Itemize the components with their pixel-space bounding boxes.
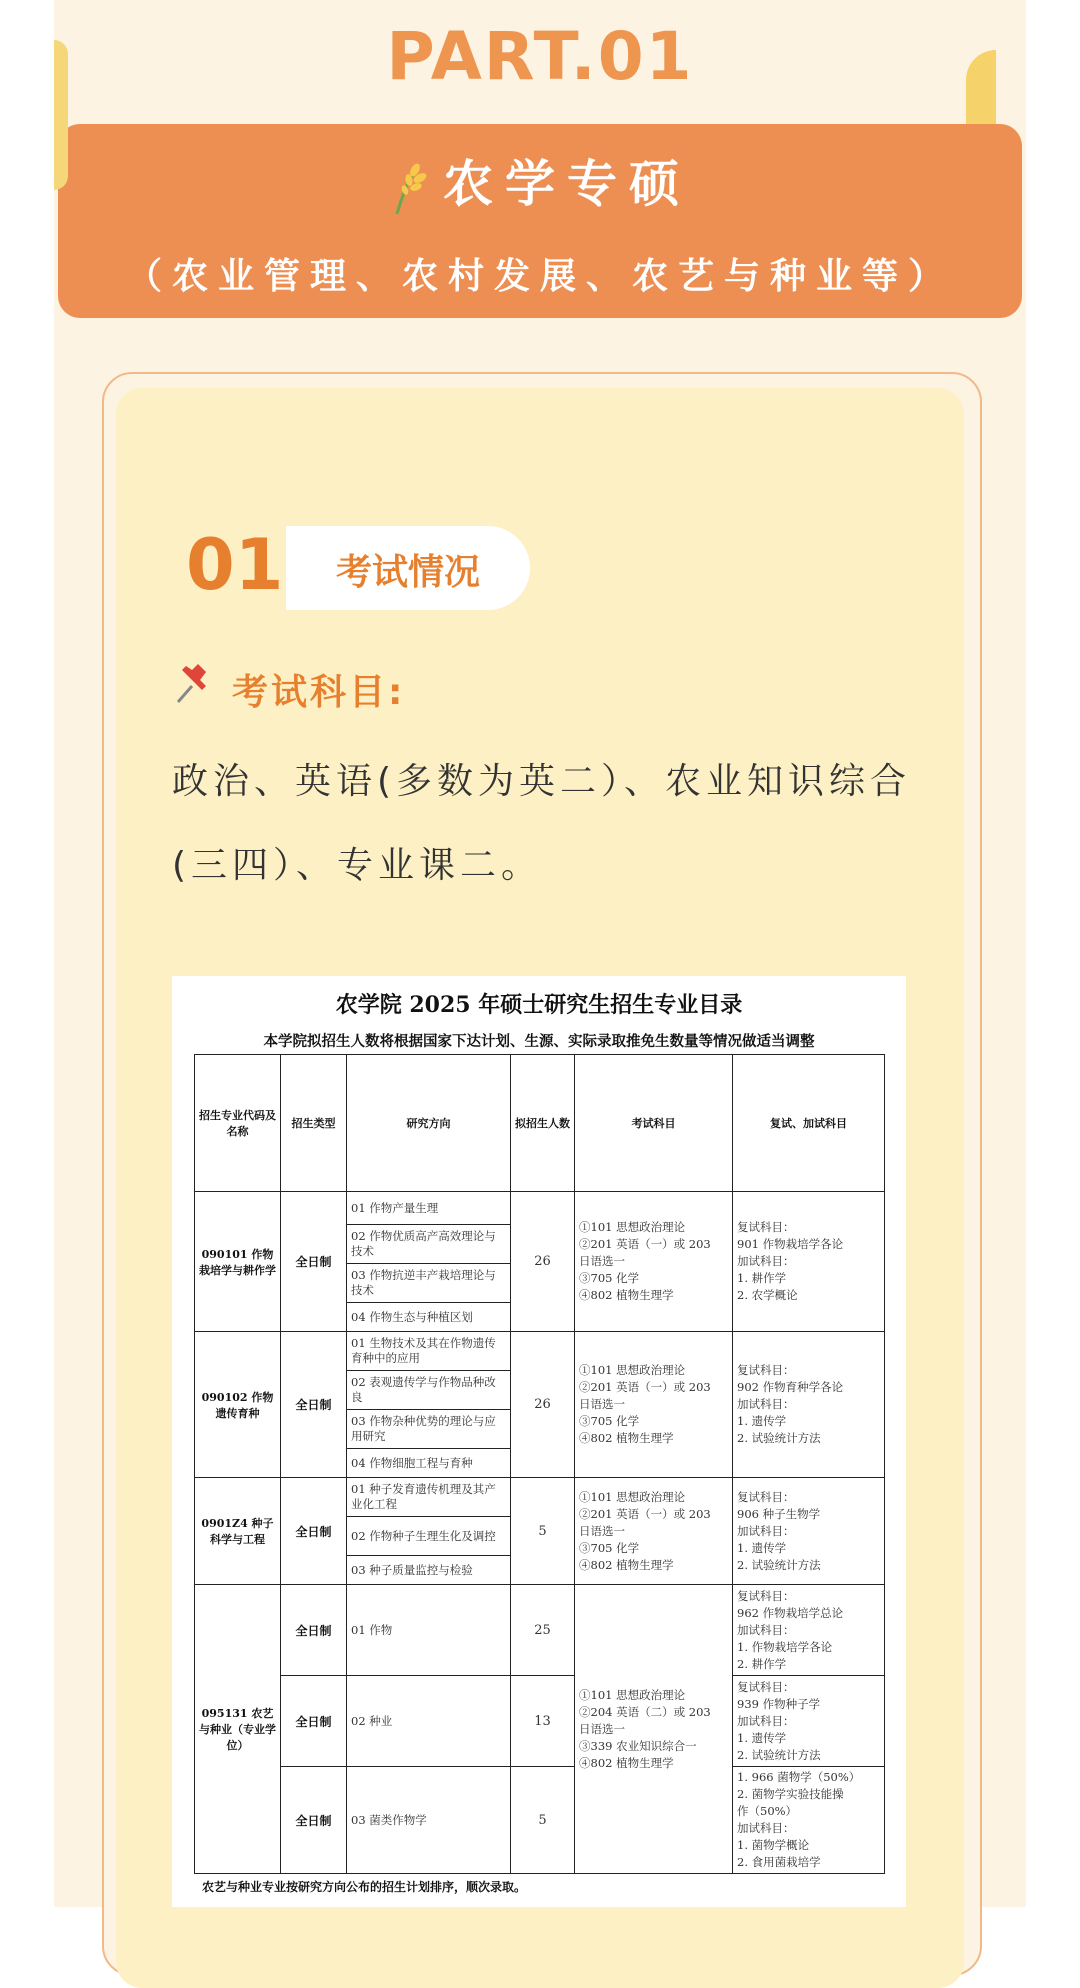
retest-line: 2. 试验统计方法: [737, 1747, 821, 1762]
type-cell: 全日制: [281, 1676, 347, 1767]
exam-line: ①101 思想政治理论: [579, 1687, 686, 1702]
exam-line: ③705 化学: [579, 1414, 640, 1428]
retest-line: 2. 试验统计方法: [737, 1431, 821, 1445]
direction-cell: 03 菌类作物学: [347, 1767, 511, 1874]
retest-line: 1. 遗传学: [737, 1730, 787, 1745]
direction-cell: 01 种子发育遗传机理及其产业化工程: [347, 1478, 511, 1517]
retest-line: 1. 耕作学: [737, 1271, 787, 1285]
direction-cell: 04 作物细胞工程与育种: [347, 1449, 511, 1478]
section-title: 考试情况: [335, 552, 480, 593]
table-row: [195, 1478, 885, 1517]
exam-line: 日语选一: [579, 1523, 625, 1538]
exam-line: ②201 英语（一）或 203: [579, 1380, 711, 1394]
retest-line: 加试科目：: [737, 1397, 795, 1411]
subject-label: 考试科目:: [232, 672, 406, 713]
retest-line: 1. 菌物学概论: [737, 1838, 810, 1852]
exam-line: ④802 植物生理学: [579, 1755, 674, 1770]
major-cell: 0901Z4 种子科学与工程: [195, 1478, 281, 1585]
section-number: 01: [186, 524, 284, 606]
retest-line: 902 作物育种学各论: [737, 1380, 844, 1394]
direction-cell: 02 作物优质高产高效理论与技术: [347, 1225, 511, 1264]
exam-line: ②201 英语（一）或 203: [579, 1237, 711, 1251]
part-title: PART.01: [386, 18, 694, 95]
major-cell: 095131 农艺与种业（专业学位）: [195, 1585, 281, 1874]
exam-cell: [575, 1192, 733, 1332]
table-row: [195, 1676, 885, 1767]
direction-cell: 03 作物杂种优势的理论与应用研究: [347, 1410, 511, 1449]
content-layer: [54, 0, 1026, 1907]
exam-line: ④802 植物生理学: [579, 1431, 674, 1445]
direction-cell: 04 作物生态与种植区划: [347, 1303, 511, 1332]
exam-line: ④802 植物生理学: [579, 1288, 674, 1302]
exam-line: 日语选一: [579, 1721, 625, 1736]
retest-line: 906 种子生物学: [737, 1506, 821, 1521]
exam-line: ③705 化学: [579, 1271, 640, 1285]
retest-line: 复试科目：: [737, 1489, 795, 1504]
exam-line: ①101 思想政治理论: [579, 1363, 686, 1377]
exam-cell: [575, 1585, 733, 1874]
column-header: 研究方向: [347, 1055, 511, 1192]
exam-line: ④802 植物生理学: [579, 1557, 674, 1572]
count-cell: 13: [511, 1676, 575, 1767]
exam-line: ①101 思想政治理论: [579, 1489, 686, 1504]
retest-line: 2. 食用菌栽培学: [737, 1855, 821, 1869]
banner-title-text: 农学专硕: [443, 155, 691, 213]
direction-cell: 02 种业: [347, 1676, 511, 1767]
column-header: 招生类型: [281, 1055, 347, 1192]
subject-text: 政治、英语(多数为英二）、农业知识综合(三四）、专业课二。: [172, 761, 912, 886]
retest-line: 复试科目：: [737, 1363, 795, 1377]
retest-line: 复试科目：: [737, 1588, 795, 1603]
exam-cell: [575, 1478, 733, 1585]
retest-line: 加试科目：: [737, 1523, 795, 1538]
retest-line: 加试科目：: [737, 1821, 795, 1835]
document-footer: 农艺与种业专业按研究方向公布的招生计划排序，顺次录取。: [202, 1880, 527, 1894]
type-cell: 全日制: [281, 1332, 347, 1478]
exam-line: 日语选一: [579, 1254, 625, 1268]
retest-line: 复试科目：: [737, 1679, 795, 1694]
retest-line: 1. 遗传学: [737, 1414, 787, 1428]
direction-cell: 02 作物种子生理生化及调控: [347, 1517, 511, 1556]
table-row: [195, 1192, 885, 1225]
retest-line: 2. 耕作学: [737, 1656, 787, 1671]
retest-line: 901 作物栽培学各论: [737, 1237, 844, 1251]
catalog-document: [172, 976, 906, 1907]
count-cell: 26: [511, 1332, 575, 1478]
retest-line: 2. 试验统计方法: [737, 1557, 821, 1572]
exam-line: ②201 英语（一）或 203: [579, 1506, 711, 1521]
exam-line: ②204 英语（二）或 203: [579, 1704, 711, 1719]
column-header: 拟招生人数: [511, 1055, 575, 1192]
type-cell: 全日制: [281, 1767, 347, 1874]
direction-cell: 02 表观遗传学与作物品种改良: [347, 1371, 511, 1410]
exam-line: 日语选一: [579, 1397, 625, 1411]
retest-line: 2. 菌物学实验技能操: [737, 1787, 844, 1801]
retest-cell: [733, 1332, 885, 1478]
catalog-table: [194, 1054, 885, 1874]
direction-cell: 01 作物产量生理: [347, 1192, 511, 1225]
count-cell: 26: [511, 1192, 575, 1332]
count-cell: 5: [511, 1767, 575, 1874]
retest-cell: [733, 1676, 885, 1767]
exam-line: ①101 思想政治理论: [579, 1220, 686, 1234]
retest-line: 1. 作物栽培学各论: [737, 1639, 833, 1654]
direction-cell: 03 作物抗逆丰产栽培理论与技术: [347, 1264, 511, 1303]
banner-subtitle: （农业管理、农村发展、农艺与种业等）: [125, 256, 954, 297]
table-row: [195, 1767, 885, 1874]
retest-line: 加试科目：: [737, 1254, 795, 1268]
exam-line: ③705 化学: [579, 1540, 640, 1555]
direction-cell: 01 生物技术及其在作物遗传育种中的应用: [347, 1332, 511, 1371]
column-header: 复试、加试科目: [733, 1055, 885, 1192]
retest-cell: [733, 1478, 885, 1585]
retest-line: 1. 遗传学: [737, 1540, 787, 1555]
count-cell: 5: [511, 1478, 575, 1585]
direction-cell: 03 种子质量监控与检验: [347, 1556, 511, 1585]
retest-line: 复试科目：: [737, 1220, 795, 1234]
retest-line: 962 作物栽培学总论: [737, 1605, 844, 1620]
retest-line: 作（50%）: [737, 1804, 798, 1818]
exam-line: ③339 农业知识综合一: [579, 1738, 697, 1753]
retest-cell: [733, 1585, 885, 1676]
major-cell: 090102 作物遗传育种: [195, 1332, 281, 1478]
retest-line: 加试科目：: [737, 1713, 795, 1728]
retest-cell: [733, 1192, 885, 1332]
pushpin-icon: [172, 662, 216, 706]
retest-line: 939 作物种子学: [737, 1696, 821, 1711]
retest-line: 1. 966 菌物学（50%）: [737, 1770, 861, 1784]
count-cell: 25: [511, 1585, 575, 1676]
type-cell: 全日制: [281, 1478, 347, 1585]
section-title-pill: [286, 526, 530, 610]
retest-line: 2. 农学概论: [737, 1288, 798, 1302]
document-title: 农学院 2025 年硕士研究生招生专业目录: [335, 992, 743, 1018]
type-cell: 全日制: [281, 1585, 347, 1676]
table-header-row: [195, 1055, 885, 1192]
type-cell: 全日制: [281, 1192, 347, 1332]
table-row: [195, 1332, 885, 1371]
direction-cell: 01 作物: [347, 1585, 511, 1676]
column-header: 招生专业代码及名称: [195, 1055, 281, 1192]
table-row: [195, 1585, 885, 1676]
retest-line: 加试科目：: [737, 1622, 795, 1637]
document-note: 本学院拟招生人数将根据国家下达计划、生源、实际录取推免生数量等情况做适当调整: [263, 1033, 815, 1050]
retest-cell: [733, 1767, 885, 1874]
exam-cell: [575, 1332, 733, 1478]
column-header: 考试科目: [575, 1055, 733, 1192]
major-cell: 090101 作物栽培学与耕作学: [195, 1192, 281, 1332]
